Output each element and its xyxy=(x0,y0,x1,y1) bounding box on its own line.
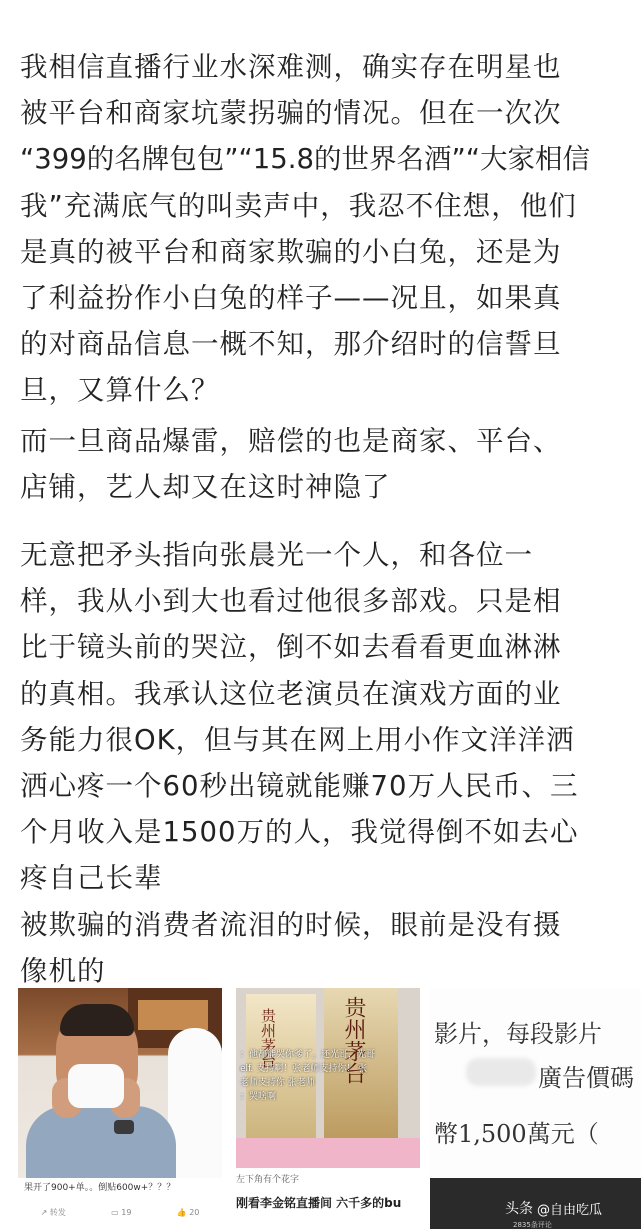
text-line: 务能力很OK，但与其在网上用小作文洋洋洒 xyxy=(20,723,575,756)
paragraph-1 xyxy=(20,44,626,414)
live-comment: elf. 支持啊！张老师支持你！ 张 xyxy=(240,1064,368,1074)
share-button[interactable]: ↗ 转发 xyxy=(40,1207,66,1217)
liquor-livestream-screenshot[interactable] xyxy=(236,988,420,1228)
text-line: 疼自己长辈 xyxy=(20,862,163,895)
paragraph-4 xyxy=(20,902,626,994)
shelf-item xyxy=(138,1000,208,1030)
hair xyxy=(60,1004,134,1036)
text-line: 洒心疼一个60秒出镜就能赚70万人民币、三 xyxy=(20,770,579,803)
live-comment: ：他都能哭你爹了。还光哥，光哥 xyxy=(240,1050,376,1060)
text-line: 的真相。我承认这位老演员在演戏方面的业 xyxy=(20,677,562,710)
paragraph-3 xyxy=(20,532,626,902)
caption-area xyxy=(18,1178,222,1228)
text-line: 被平台和商家坑蒙拐骗的情况。但在一次次 xyxy=(20,97,562,130)
box-label: 贵州茅台 xyxy=(341,996,366,1084)
text-line: 我相信直播行业水深难测，确实存在明星也 xyxy=(20,51,562,83)
text-line: 了利益扮作小白兔的样子——况且，如果真 xyxy=(20,282,562,315)
live-comment: ：哭啥啊 xyxy=(240,1092,277,1102)
image-caption: 果开了900+单。。倒贴600w+？？？ xyxy=(24,1183,176,1193)
text-line: 像机的 xyxy=(20,955,106,988)
box-label: 贵州茅台 xyxy=(259,1008,277,1068)
text-line: 比于镜头前的哭泣，倒不如去看看更血淋淋 xyxy=(20,631,562,664)
stream-frame xyxy=(236,988,420,1168)
caption-area xyxy=(236,1168,420,1228)
text-line: 被欺骗的消费者流泪的时候，眼前是没有摄 xyxy=(20,909,562,941)
blurred-text xyxy=(466,1058,536,1086)
text-line: 幣1,500萬元（ xyxy=(434,1120,599,1148)
text-line: 样，我从小到大也看过他很多部戏。只是相 xyxy=(20,585,562,618)
text-line: 廣告價碼 xyxy=(538,1064,634,1092)
action-bar xyxy=(18,1202,222,1222)
image-caption: 左下角有个花字 xyxy=(236,1175,300,1185)
comment-button[interactable]: ▭ 19 xyxy=(111,1207,132,1217)
text-line: 店铺，艺人却又在这时神隐了 xyxy=(20,471,391,504)
brand-label: 头条 xyxy=(505,1201,533,1217)
watch xyxy=(114,1120,134,1134)
text-line: 无意把矛头指向张晨光一个人，和各位一 xyxy=(20,539,533,571)
ad-price-screenshot[interactable] xyxy=(430,988,641,1229)
like-button[interactable]: 👍 20 xyxy=(176,1207,200,1217)
text-line: 个月收入是1500万的人，我觉得倒不如去心 xyxy=(20,816,579,849)
tissue xyxy=(68,1064,124,1108)
shirt xyxy=(26,1106,176,1186)
text-line: 的对商品信息一概不知，那介绍时的信誓旦 xyxy=(20,328,562,361)
text-line: “399的名牌包包”“15.8的世界名酒”“大家相信 xyxy=(20,143,590,176)
text-line: 是真的被平台和商家欺骗的小白兔，还是为 xyxy=(20,235,562,268)
post-title: 刚看李金铭直播间 六千多的bu xyxy=(236,1196,402,1210)
pink-object xyxy=(236,1138,420,1168)
person-in-white xyxy=(168,1028,222,1188)
account-label: @自由吃瓜 xyxy=(537,1202,603,1218)
live-comment: 老师支持你 张老师 xyxy=(240,1078,315,1088)
live-comments xyxy=(240,1048,416,1104)
text-line: 我”充满底气的叫卖声中，我忍不住想，他们 xyxy=(20,189,577,222)
text-line: 影片，每段影片 xyxy=(434,1020,602,1048)
toutiao-watermark xyxy=(505,1198,602,1218)
paragraph-2 xyxy=(20,418,626,510)
crying-actor-screenshot[interactable] xyxy=(18,988,222,1228)
text-line: 旦，又算什么？ xyxy=(20,374,220,407)
comment-count: 2835条评论 xyxy=(513,1221,552,1229)
text-line: 而一旦商品爆雷，赔偿的也是商家、平台、 xyxy=(20,425,562,457)
